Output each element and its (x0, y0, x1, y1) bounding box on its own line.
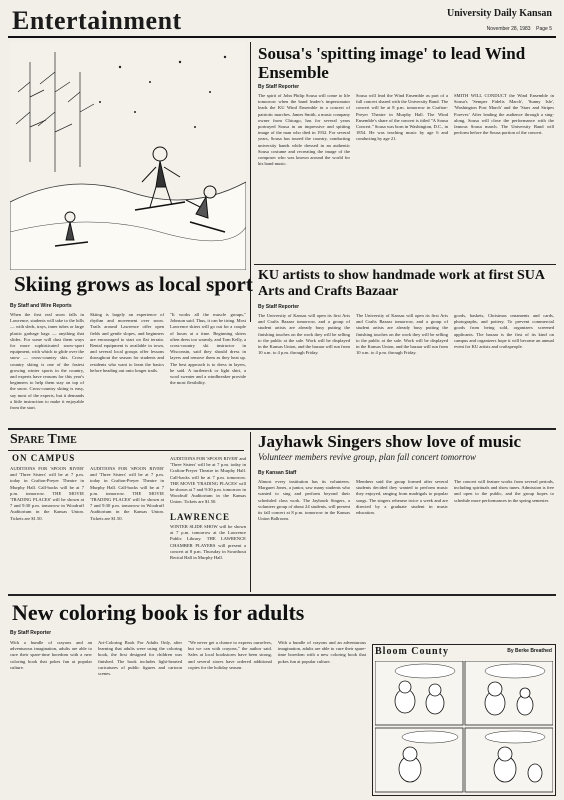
sousa-byline: By Staff Reporter (258, 84, 300, 90)
coloring-text-col2: Art-Coloring Book For Adults Only, after learning that adults were using the coloring book, the first designed for children was finished. The book includes light-hearted caricatures of public figures and cartoon scenes. (98, 640, 182, 677)
sousa-text-col1: The spirit of John Philip Sousa will come to life tomorrow when the band leader's impersonator leads the KU Wind Ensemble in a concert of patriotic marches. James Smith, a music company owner from Chicago, has for several years portrayed Sousa in an impressive and spitting image of the man who died in 1932. For several years, Sousa has toured the country, conducting university bands while dressed in an authentic Sousa costume and recreating the image of the composer who was known around the world for his band music. (258, 93, 350, 167)
skiing-byline: By Staff and Wire Reports (10, 303, 72, 309)
bottom-section-rule (8, 594, 556, 596)
comic-strip (372, 644, 556, 796)
on-campus-heading: ON CAMPUS (12, 453, 76, 463)
sousa-text-col3: SMITH WILL CONDUCT the Wind Ensemble in Sousa's 'Semper Fidelis March', 'Sunny Isle', 'Washington Post March' and the 'Stars and Stripes Forever.' After leading the audience through a sing-along, Sousa will close the performance with the famous Sousa march. The University Band will perform before the Sousa portion of the concert. (454, 93, 554, 136)
coloring-byline: By Staff Reporter (10, 630, 52, 636)
spare-time-heading: Spare Time (10, 432, 77, 447)
jayhawk-text-col1: Almost every institution has its volunteers. Margaret Jones, a junior, saw many students who wanted to sing and perform beyond their scheduled class work. The Jayhawk Singers, a volunteer group of about 24 students, will present its fall concert at 8 p.m. tomorrow in the Kansas Union Ballroom. (258, 479, 350, 522)
comic-title: Bloom County (375, 646, 449, 657)
section-divider (254, 264, 556, 265)
skiing-text-col3: "It works all the muscle groups," Johnson said. Thus, it can be tiring. Most Lawrence skiers will go out for a couple of hours at a time. Beginning skiers often dress too warmly, and Tom Kelly, a cross-country ski instructor in Wisconsin, said they should dress in layers and remove them as they heat up. The best approach is to dress in layers, he said. A turtleneck or light shirt, a wool sweater and a windbreaker provide the most flexibility. (170, 312, 246, 386)
jayhawk-text-col3: The concert will feature works from several periods, including spirituals and show tunes. Admission is free and open to the public, and the group hopes to schedule more performances in the spring semester. (454, 479, 554, 503)
dateline (487, 26, 552, 32)
crafts-text-col3: goods, baskets, Christmas ornaments and cards, photographs, and pottery. To prevent commercial goods from being sold, organizers screened applicants. The bazaar is the first of its kind on campus and organizers hope it will become an annual event for KU artists and craftspeople. (454, 313, 554, 350)
jayhawk-headline: Jayhawk Singers show love of music (258, 432, 522, 451)
sousa-headline: Sousa's 'spitting image' to lead Wind Ensemble (258, 44, 526, 82)
crafts-text-col2: The University of Kansas will open its first Arts and Crafts Bazaar tomorrow, and a group of student artists are already busy putting the finishing touches on the work they will be selling to the public at the sale. Work will be displayed in the Kansas Union, and the bazaar will run from 10 a.m. to 4 p.m. through Friday. (356, 313, 448, 356)
on-campus-text: AUDITIONS FOR 'SPOON RIVER' and 'Three Sisters' will be at 7 p.m. today in Crafton-Preyer Theatre in Murphy Hall. Call-backs will be at 7 p.m. tomorrow. THE MOVIE 'TRADING PLACES' will be shown at 7 and 9:30 p.m. tomorrow in Woodruff Auditorium in the Kansas Union. Tickets are $1.50. (10, 466, 84, 521)
on-campus-text-continued: AUDITIONS FOR 'SPOON RIVER' and 'Three Sisters' will be at 7 p.m. today in Crafton-Preyer Theatre in Murphy Hall. Call-backs will be at 7 p.m. tomorrow. THE MOVIE 'TRADING PLACES' will be shown at 7 and 9:30 p.m. tomorrow in Woodruff Auditorium in the Kansas Union. Tickets are $1.50. (90, 466, 164, 521)
comic-byline: By Berke Breathed (507, 648, 552, 654)
skiing-text-col1: When the first real snow falls in Lawrence, students will take to the hills — with sleds, trays, inner tubes or large plastic garbage bags — anything that slides. For some will dust them ways for more sophisticated snow-sport equipment, with which to glide over the snow — cross-country skis. Cross-country skiing is one of the fastest growing winter sports in the country, and experts have reasons for this year's beginners to help them stay on top of the snow. Cross-country skiing is easy, say most of the experts, but it demands a little instruction to make it enjoyable from the start. (10, 312, 84, 411)
crafts-headline: KU artists to show handmade work at first SUA Arts and Crafts Bazaar (258, 268, 545, 299)
lawrence-text: WINTER SLIDE SHOW will be shown at 7 p.m. tomorrow at the Lawrence Public Library. THE LAWRENCE CHAMBER PLAYERS will present a concert at 8 p.m. Thursday in Swarthout Recital Hall in Murphy Hall. (170, 524, 246, 561)
coloring-headline: New coloring book is for adults (12, 600, 305, 625)
coloring-text-col3: "We never get a chance to express ourselves, but we can with crayons," the author said. Sales at local bookstores have been strong, and several stores have ordered additional copies for the holiday season. (188, 640, 272, 670)
on-campus-text-col3: AUDITIONS FOR 'SPOON RIVER' and 'Three Sisters' will be at 7 p.m. today in Crafton-Preyer Theatre in Murphy Hall. Call-backs will be at 7 p.m. tomorrow. THE MOVIE 'TRADING PLACES' will be shown at 7 and 9:30 p.m. tomorrow in Woodruff Auditorium in the Kansas Union. Tickets are $1.50. (170, 456, 246, 505)
column-rule-lower (250, 432, 251, 592)
issue-date: November 28, 1983 (486, 26, 531, 32)
jayhawk-text-col2: Members said the group formed after several students decided they wanted to perform music they enjoyed, ranging from madrigals to popular songs. The singers rehearse twice a week and are directed by a graduate student in music education. (356, 479, 448, 516)
crafts-text-col1: The University of Kansas will open its first Arts and Crafts Bazaar tomorrow, and a group of student artists are already busy putting the finishing touches on the work they will be selling to the public at the sale. Work will be displayed in the Kansas Union, and the bazaar will run from 10 a.m. to 4 p.m. through Friday. (258, 313, 350, 356)
lower-section-rule (8, 428, 556, 430)
sousa-text-col2: Sousa will lead the Wind Ensemble as part of a full concert shared with the University Band. The concert will be at 8 p.m. tomorrow in Crafton-Preyer Theatre in Murphy Hall. The Wind Ensemble's share of the concert is titled "A Sousa Concert." Sousa was born in Washington, D.C., in 1854. He was teaching music by age 6 and conducting by age 21. (356, 93, 448, 142)
newspaper-page (8, 4, 556, 796)
coloring-text-col1: With a bundle of crayons and an adventurous imagination, adults are able to cure their spare-time boredom with a new coloring book that pokes fun at popular culture. (10, 640, 92, 670)
jayhawk-byline: By Kansan Staff (258, 470, 297, 476)
jayhawk-subhead: Volunteer members revive group, plan fall concert tomorrow (258, 452, 476, 462)
section-title: Entertainment (12, 6, 182, 35)
lawrence-heading: LAWRENCE (170, 512, 231, 522)
masthead (8, 4, 556, 38)
skiing-text-col2: Skiing is largely an experience of rhythm and movement over snow. Trails around Lawrence offer open fields and gentle slopes, and beginners are encouraged to start on flat terrain. Rental equipment is available in town, and several local groups offer lessons throughout the season for students and residents who want to learn the basics before heading out onto longer trails. (90, 312, 164, 373)
page-number: Page 5 (536, 26, 552, 32)
comic-panels-illustration (375, 661, 553, 793)
paper-name: University Daily Kansan (446, 8, 552, 19)
spare-time-rule (8, 450, 244, 451)
skiing-headline: Skiing grows as local sport (14, 272, 253, 296)
crafts-byline: By Staff Reporter (258, 304, 300, 310)
skiing-cartoon-illustration (10, 42, 246, 270)
coloring-text-col4: With a bundle of crayons and an adventurous imagination, adults are able to cure their spare-time boredom with a new coloring book that pokes fun at popular culture. (278, 640, 366, 664)
